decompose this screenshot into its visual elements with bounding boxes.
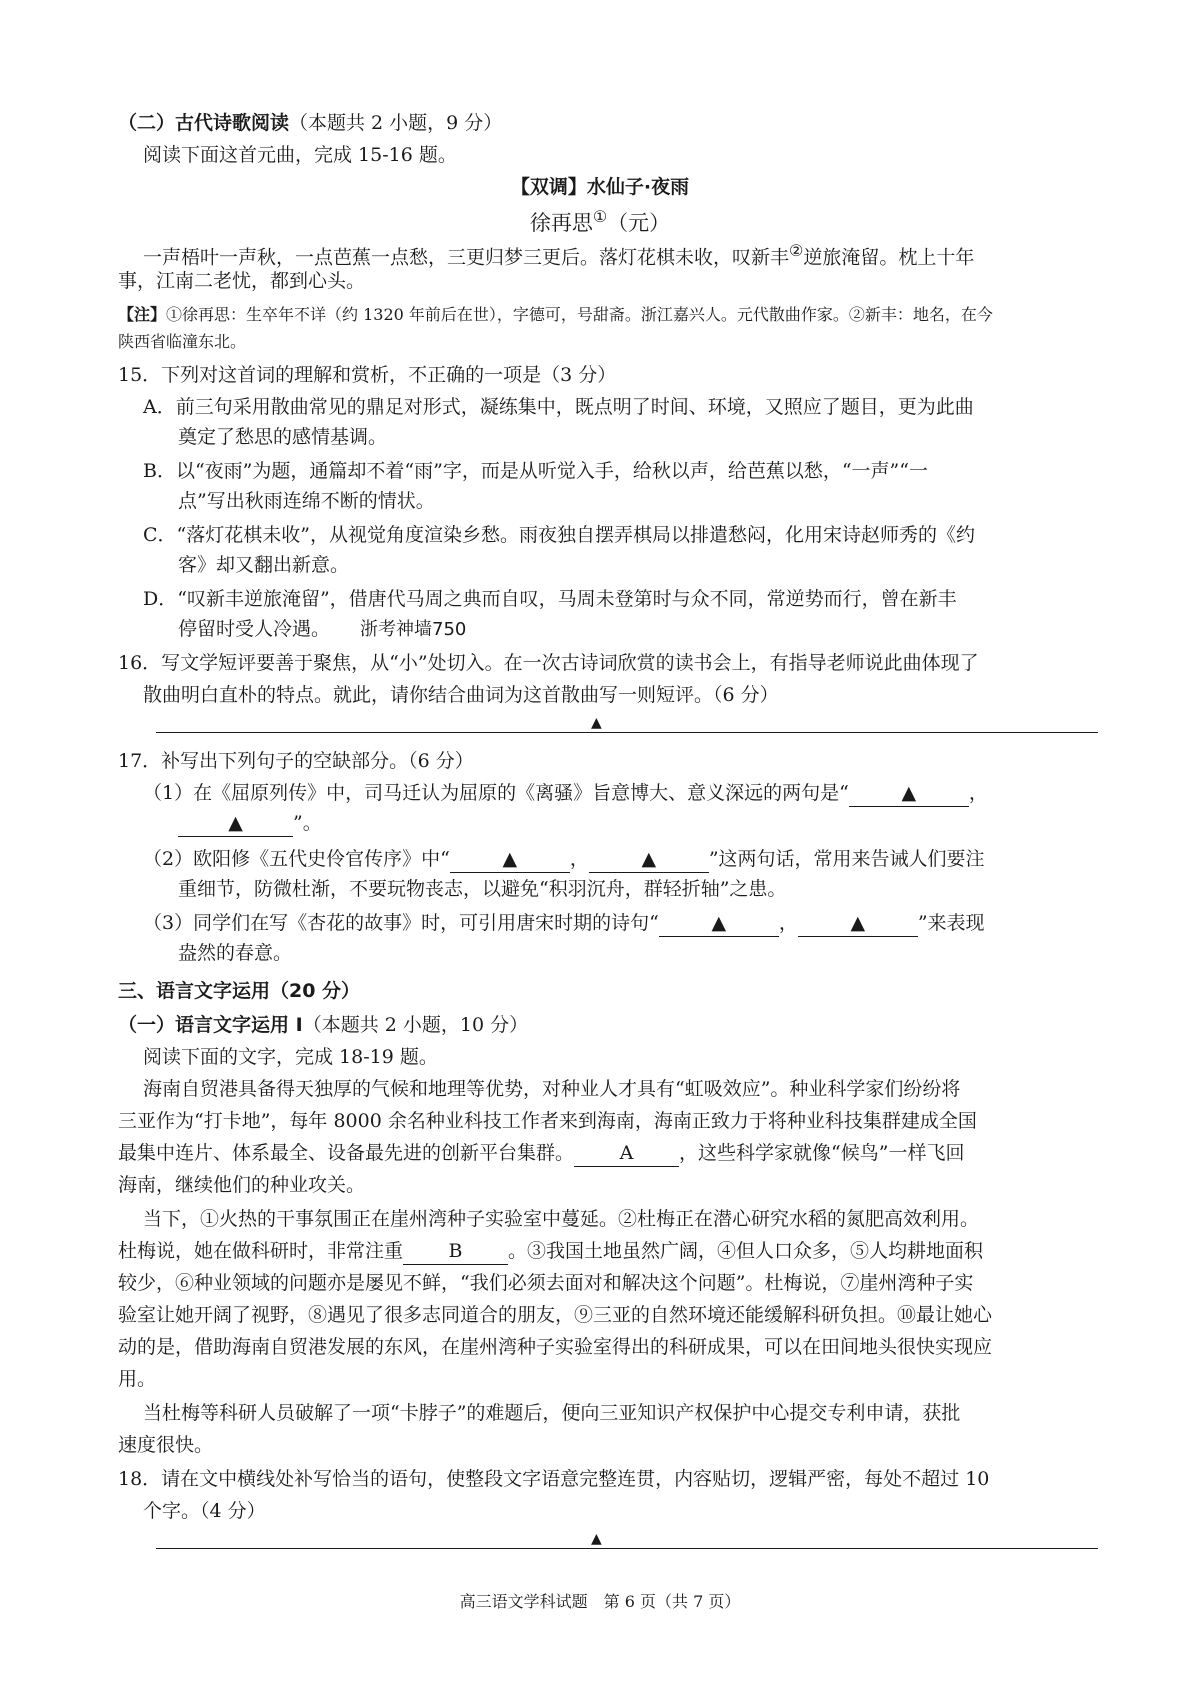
poem-line-text: 逆旅淹留。枕上十年 bbox=[803, 246, 975, 269]
passage-line: 三亚作为“打卡地”，每年 8000 余名种业科技工作者来到海南，海南正致力于将种业科技集群建成全国 bbox=[118, 1110, 977, 1132]
sub-heading-score: （本题共 2 小题，10 分） bbox=[302, 1014, 529, 1036]
poem-dynasty: （元） bbox=[607, 211, 671, 235]
q17-separator: ， bbox=[569, 848, 589, 870]
fill-blank[interactable]: ▲ bbox=[849, 780, 969, 807]
poem-line-text: 一声梧叶一声秋，一点芭蕉一点愁，三更归梦三更后。落灯花棋未收，叹新丰 bbox=[143, 246, 790, 269]
q15-option-c: C．“落灯花棋未收”，从视觉角度渲染乡愁。雨夜独自摆弄棋局以排遣愁闷，化用宋诗赵师秀的《约 bbox=[143, 524, 975, 546]
section-heading-score: （本题共 2 小题，9 分） bbox=[289, 112, 503, 134]
question-16-stem: 16．写文学短评要善于聚焦，从“小”处切入。在一次古诗词欣赏的读书会上，有指导老师说此曲体现了 bbox=[118, 652, 979, 674]
blank-b[interactable]: B bbox=[403, 1238, 508, 1265]
fill-blank[interactable]: ▲ bbox=[178, 810, 293, 837]
passage-line: 当下，①火热的干事氛围正在崖州湾种子实验室中蔓延。②杜梅正在潜心研究水稻的氮肥高效利用。 bbox=[143, 1208, 980, 1230]
note-text: ①徐再思：生卒年不详（约 1320 年前后在世），字德可，号甜斋。浙江嘉兴人。元代散曲作家。②新丰：地名，在今 bbox=[166, 305, 993, 324]
poem-line: 事，江南二老忧，都到心头。 bbox=[118, 270, 366, 292]
q15-option-a: A．前三句采用散曲常见的鼎足对形式，凝练集中，既点明了时间、环境，又照应了题目，更为此曲 bbox=[143, 396, 974, 418]
q17-part-1 bbox=[143, 778, 1123, 808]
passage-line: 较少，⑥种业领域的问题亦是屡见不鲜，“我们必须去面对和解决这个问题”。杜梅说，⑦崖州湾种子实 bbox=[118, 1272, 974, 1294]
passage-line: 海南，继续他们的种业攻关。 bbox=[118, 1174, 366, 1196]
fill-blank[interactable]: ▲ bbox=[450, 846, 570, 873]
passage-text: 。③我国土地虽然广阔，④但人口众多，⑤人均耕地面积 bbox=[508, 1240, 984, 1262]
section-3-intro: 阅读下面的文字，完成 18-19 题。 bbox=[143, 1046, 438, 1068]
passage-line: 当杜梅等科研人员破解了一项“卡脖子”的难题后，便向三亚知识产权保护中心提交专利申请，获批 bbox=[143, 1402, 961, 1424]
passage-line bbox=[118, 1138, 1098, 1168]
answer-triangle-icon: ▲ bbox=[591, 1531, 602, 1547]
q15-option-b-cont: 点”写出秋雨连绵不断的情状。 bbox=[178, 490, 435, 512]
page-footer: 高三语文学科试题 第 6 页（共 7 页） bbox=[459, 1592, 741, 1611]
note-label: 【注】 bbox=[118, 305, 167, 324]
passage-line: 验室让她开阔了视野，⑧遇见了很多志同道合的朋友，⑨三亚的自然环境还能缓解科研负担。⑩最让她心 bbox=[118, 1304, 993, 1326]
q15-option-c-cont: 客》却又翻出新意。 bbox=[178, 554, 350, 576]
q17-part-2 bbox=[143, 844, 1123, 874]
passage-text: ，这些科学家就像“候鸟”一样飞回 bbox=[679, 1142, 965, 1164]
passage-text: 杜梅说，她在做科研时，非常注重 bbox=[118, 1240, 404, 1262]
q17-part-2-text: （2）欧阳修《五代史伶官传序》中“ bbox=[143, 848, 450, 870]
q17-separator: ， bbox=[968, 782, 988, 804]
poem-note-cont: 陕西省临潼东北。 bbox=[118, 332, 247, 351]
q15-option-d-text: 停留时受人冷遇。 bbox=[178, 618, 331, 640]
q15-option-d: D．“叹新丰逆旅淹留”，借唐代马周之典而自叹，马周未登第时与众不同，常逆势而行，曾在新丰 bbox=[143, 588, 957, 610]
section-intro: 阅读下面这首元曲，完成 15-16 题。 bbox=[143, 144, 457, 166]
poem-author bbox=[0, 202, 1200, 238]
q17-part-2-text: ”这两句话，常用来告诫人们要注 bbox=[708, 848, 985, 870]
q15-option-a-cont: 奠定了愁思的感情基调。 bbox=[178, 426, 388, 448]
q17-part-3-text: （3）同学们在写《杏花的故事》时，可引用唐宋时期的诗句“ bbox=[143, 912, 659, 934]
sub-heading-bold: （一）语言文字运用 Ⅰ bbox=[118, 1014, 303, 1036]
poem-note bbox=[118, 300, 1098, 330]
poem-title: 【双调】水仙子·夜雨 bbox=[510, 176, 690, 198]
q17-part-2-cont: 重细节，防微杜渐，不要玩物丧志，以避免“积羽沉舟，群轻折轴”之患。 bbox=[178, 878, 787, 900]
passage-line: 海南自贸港具备得天独厚的气候和地理等优势，对种业人才具有“虹吸效应”。种业科学家们纷纷将 bbox=[143, 1078, 961, 1100]
passage-line: 用。 bbox=[118, 1368, 157, 1390]
q17-part-3-text: ”来表现 bbox=[917, 912, 985, 934]
fill-blank[interactable]: ▲ bbox=[659, 910, 779, 937]
passage-line: 动的是，借助海南自贸港发展的东风，在崖州湾种子实验室得出的科研成果，可以在田间地头很快实现应 bbox=[118, 1336, 993, 1358]
watermark-stamp: 浙考神墙750 bbox=[360, 619, 467, 640]
q15-option-b: B．以“夜雨”为题，通篇却不着“雨”字，而是从听觉入手，给秋以声，给芭蕉以愁，“一声”“一 bbox=[143, 460, 928, 482]
blank-a[interactable]: A bbox=[574, 1140, 679, 1167]
fill-blank[interactable]: ▲ bbox=[798, 910, 918, 937]
q17-separator: ， bbox=[778, 912, 798, 934]
q17-part-3 bbox=[143, 908, 1123, 938]
passage-line bbox=[118, 1236, 1098, 1266]
q17-part-1-cont bbox=[178, 808, 1158, 838]
q15-option-d-cont bbox=[178, 614, 1158, 645]
q17-part-1-text: （1）在《屈原列传》中，司马迁认为屈原的《离骚》旨意博大、意义深远的两句是“ bbox=[143, 782, 849, 804]
fill-blank[interactable]: ▲ bbox=[589, 846, 709, 873]
q17-part-1-end: ”。 bbox=[293, 812, 322, 834]
question-16-stem-cont: 散曲明白直朴的特点。就此，请你结合曲词为这首散曲写一则短评。（6 分） bbox=[143, 684, 779, 706]
section-heading bbox=[118, 108, 1098, 138]
answer-line[interactable] bbox=[156, 732, 1098, 733]
answer-triangle-icon: ▲ bbox=[591, 715, 602, 731]
footnote-mark: ① bbox=[592, 207, 608, 226]
footnote-mark: ② bbox=[789, 241, 804, 260]
poem-author-name: 徐再思 bbox=[529, 211, 593, 235]
passage-line: 速度很快。 bbox=[118, 1434, 214, 1456]
q17-part-3-cont: 盎然的春意。 bbox=[178, 942, 293, 964]
section-3-heading: 三、语言文字运用（20 分） bbox=[118, 980, 361, 1002]
question-18-stem: 18．请在文中横线处补写恰当的语句，使整段文字语意完整连贯，内容贴切，逻辑严密，每处不超过 10 bbox=[118, 1468, 990, 1490]
question-17-stem: 17．补写出下列句子的空缺部分。（6 分） bbox=[118, 750, 474, 772]
answer-line[interactable] bbox=[156, 1548, 1098, 1549]
section-heading-bold: （二）古代诗歌阅读 bbox=[118, 112, 290, 134]
question-15-stem: 15．下列对这首词的理解和赏析，不正确的一项是（3 分） bbox=[118, 364, 617, 386]
section-3-sub-heading bbox=[118, 1010, 1098, 1040]
question-18-stem-cont: 个字。（4 分） bbox=[143, 1500, 266, 1522]
passage-text: 最集中连片、体系最全、设备最先进的创新平台集群。 bbox=[118, 1142, 575, 1164]
